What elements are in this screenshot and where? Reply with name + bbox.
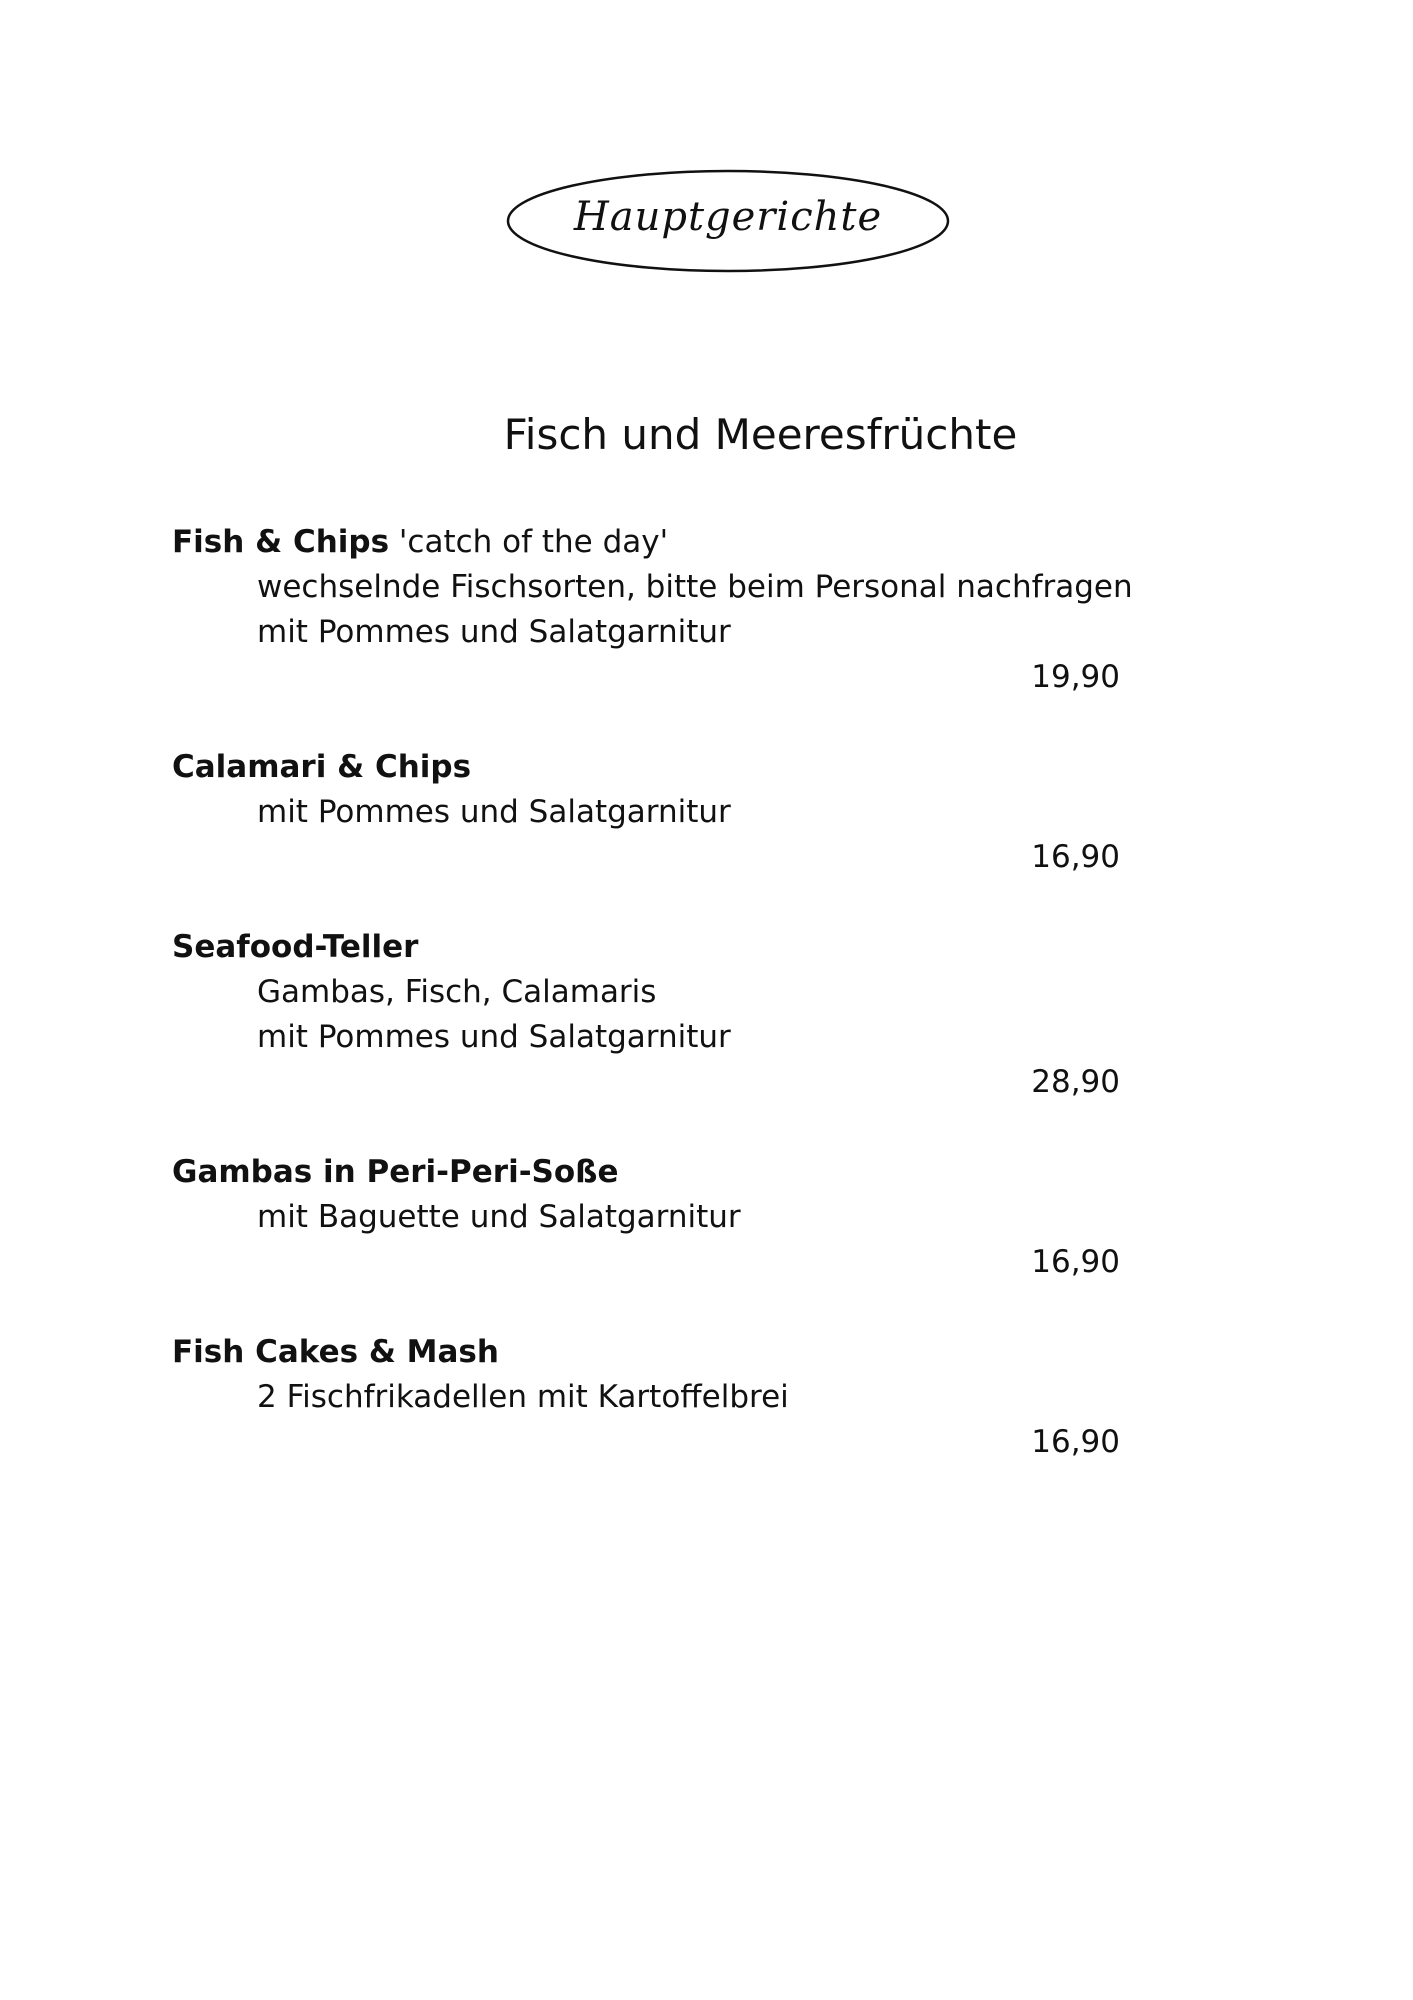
item-description: mit Pommes und Salatgarnitur bbox=[257, 614, 731, 650]
item-name: Gambas in Peri-Peri-Soße bbox=[172, 1154, 619, 1190]
section-title: Fisch und Meeresfrüchte bbox=[503, 410, 1018, 459]
menu-header bbox=[505, 168, 951, 274]
item-price: 16,90 bbox=[1031, 1244, 1120, 1280]
item-name: Fish Cakes & Mash bbox=[172, 1334, 499, 1370]
item-price: 16,90 bbox=[1031, 839, 1120, 875]
menu-item-gambas-peri-peri bbox=[172, 1150, 619, 1194]
menu-item-fish-and-chips bbox=[172, 520, 668, 564]
item-price: 19,90 bbox=[1031, 659, 1120, 695]
item-description: mit Baguette und Salatgarnitur bbox=[257, 1199, 741, 1235]
menu-item-seafood-teller bbox=[172, 925, 418, 969]
menu-title: Hauptgerichte bbox=[573, 194, 883, 240]
item-price: 28,90 bbox=[1031, 1064, 1120, 1100]
item-description: mit Pommes und Salatgarnitur bbox=[257, 1019, 731, 1055]
item-description: Gambas, Fisch, Calamaris bbox=[257, 974, 657, 1010]
menu-item-calamari-and-chips bbox=[172, 745, 471, 789]
item-price: 16,90 bbox=[1031, 1424, 1120, 1460]
item-name-suffix: 'catch of the day' bbox=[389, 524, 669, 560]
item-description: 2 Fischfrikadellen mit Kartoffelbrei bbox=[257, 1379, 789, 1415]
item-description: mit Pommes und Salatgarnitur bbox=[257, 794, 731, 830]
item-name: Seafood-Teller bbox=[172, 929, 419, 965]
item-name: Fish & Chips bbox=[172, 524, 390, 560]
menu-item-fish-cakes-and-mash bbox=[172, 1330, 499, 1374]
item-name: Calamari & Chips bbox=[172, 749, 472, 785]
item-description: wechselnde Fischsorten, bitte beim Personal nachfragen bbox=[257, 569, 1133, 605]
